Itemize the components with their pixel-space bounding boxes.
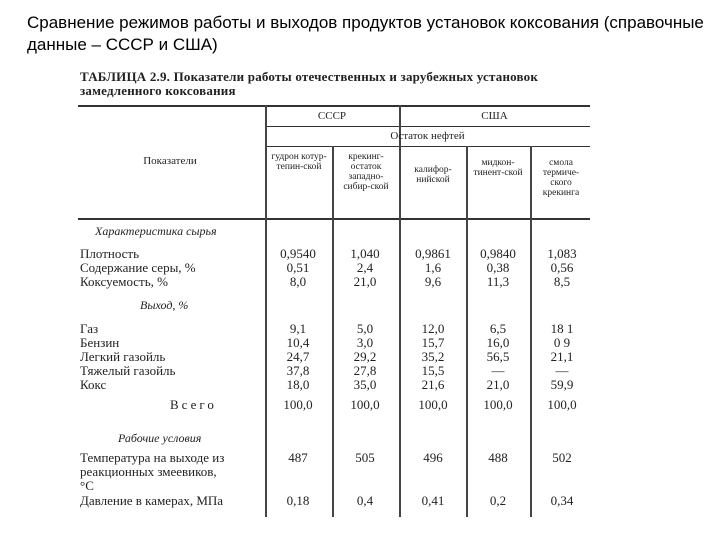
cell: 35,0 [353, 377, 377, 392]
table-caption: ТАБЛИЦА 2.9. Показатели работы отечественных и зарубежных установок замедленного коксования [80, 69, 539, 98]
cell: 6,5 [489, 321, 507, 336]
cell: 1,083 [547, 246, 577, 261]
column-divider [332, 146, 334, 517]
cell: 27,8 [353, 363, 377, 378]
cell: 21,0 [353, 274, 377, 289]
cell: 0,9861 [415, 246, 451, 261]
row-label-temp: реакционных змеевиков, [80, 464, 217, 479]
cell: 2,4 [356, 260, 374, 275]
row-label-sulfur: Содержание серы, % [80, 260, 196, 275]
cell: 35,2 [421, 349, 445, 364]
residue-rule [265, 146, 590, 147]
row-label-gasoline: Бензин [80, 335, 120, 350]
row-label-light: Легкий газойль [80, 349, 166, 364]
row-label-density: Плотность [80, 246, 140, 261]
cell: 0,56 [550, 260, 574, 275]
table-top-rule [78, 105, 590, 107]
cell: 18 1 [550, 321, 574, 336]
column-divider [265, 105, 267, 517]
cell: 0,9540 [280, 246, 316, 261]
cell: 1,040 [350, 246, 380, 261]
header-usa: США [481, 110, 508, 122]
header-ussr: СССР [317, 110, 347, 122]
section-conditions: Рабочие условия [118, 431, 202, 445]
row-label-pressure: Давление в камерах, МПа [80, 493, 224, 508]
cell: 8,0 [289, 274, 307, 289]
cell: 488 [488, 450, 508, 465]
cell: 56,5 [486, 349, 510, 364]
cell: 0,9840 [480, 246, 516, 261]
cell: 12,0 [421, 321, 445, 336]
row-label-total: Всего [170, 397, 217, 412]
cell: 0,4 [356, 493, 374, 508]
cell: 0,38 [486, 260, 510, 275]
cell: 9,6 [424, 274, 442, 289]
cell: 15,5 [421, 363, 445, 378]
cell: 16,0 [486, 335, 510, 350]
cell: 496 [423, 450, 443, 465]
cell: 11,3 [486, 274, 510, 289]
section-feed: Характеристика сырья [95, 224, 217, 238]
cell: 24,7 [286, 349, 310, 364]
cell: 37,8 [286, 363, 310, 378]
column-divider [399, 105, 401, 517]
cell: 15,7 [421, 335, 445, 350]
column-header: смола термиче-ского крекинга [542, 158, 580, 198]
row-label-temp: °С [80, 478, 94, 493]
cell: 505 [355, 450, 375, 465]
column-header: крекинг-остаток западно-сибир-ской [343, 152, 389, 192]
cell: 100,0 [350, 397, 380, 412]
row-label-coking: Коксуемость, % [80, 274, 168, 289]
row-label-heavy: Тяжелый газойль [80, 363, 176, 378]
cell: 0,34 [550, 493, 574, 508]
cell: 502 [552, 450, 572, 465]
slide-heading: Сравнение режимов работы и выходов продуктов установок коксования (справочные данные – СССР и США) [27, 13, 704, 54]
header-bottom-rule [78, 218, 590, 220]
cell: 10,4 [286, 335, 310, 350]
cell: 100,0 [483, 397, 513, 412]
cell: 100,0 [418, 397, 448, 412]
column-header: калифор-нийской [414, 165, 452, 185]
cell: 8,5 [553, 274, 571, 289]
header-indicators: Показатели [143, 155, 197, 167]
cell: 5,0 [356, 321, 374, 336]
column-header: мидкон-тинент-ской [473, 158, 523, 178]
group-rule [265, 126, 590, 127]
cell: 1,6 [424, 260, 442, 275]
cell: 21,6 [421, 377, 445, 392]
row-label-coke: Кокс [80, 377, 107, 392]
cell: 0,51 [286, 260, 310, 275]
cell: 29,2 [353, 349, 377, 364]
column-header: гудрон котур-тепин-ской [271, 152, 327, 172]
cell: 487 [288, 450, 308, 465]
cell: 21,0 [486, 377, 510, 392]
cell: 0,18 [286, 493, 310, 508]
row-label-gas: Газ [80, 321, 99, 336]
cell: 0 9 [553, 335, 571, 350]
cell: — [491, 363, 505, 378]
cell: 3,0 [356, 335, 374, 350]
cell: 9,1 [289, 321, 307, 336]
section-yield: Выход, % [140, 298, 189, 312]
row-label-temp: Температура на выходе из [80, 450, 225, 465]
cell: — [555, 363, 569, 378]
cell: 18,0 [286, 377, 310, 392]
cell: 100,0 [547, 397, 577, 412]
cell: 0,41 [421, 493, 445, 508]
header-residue: Остаток нефтей [390, 130, 465, 142]
cell: 59,9 [550, 377, 574, 392]
cell: 0,2 [489, 493, 507, 508]
cell: 100,0 [283, 397, 313, 412]
cell: 21,1 [550, 349, 574, 364]
